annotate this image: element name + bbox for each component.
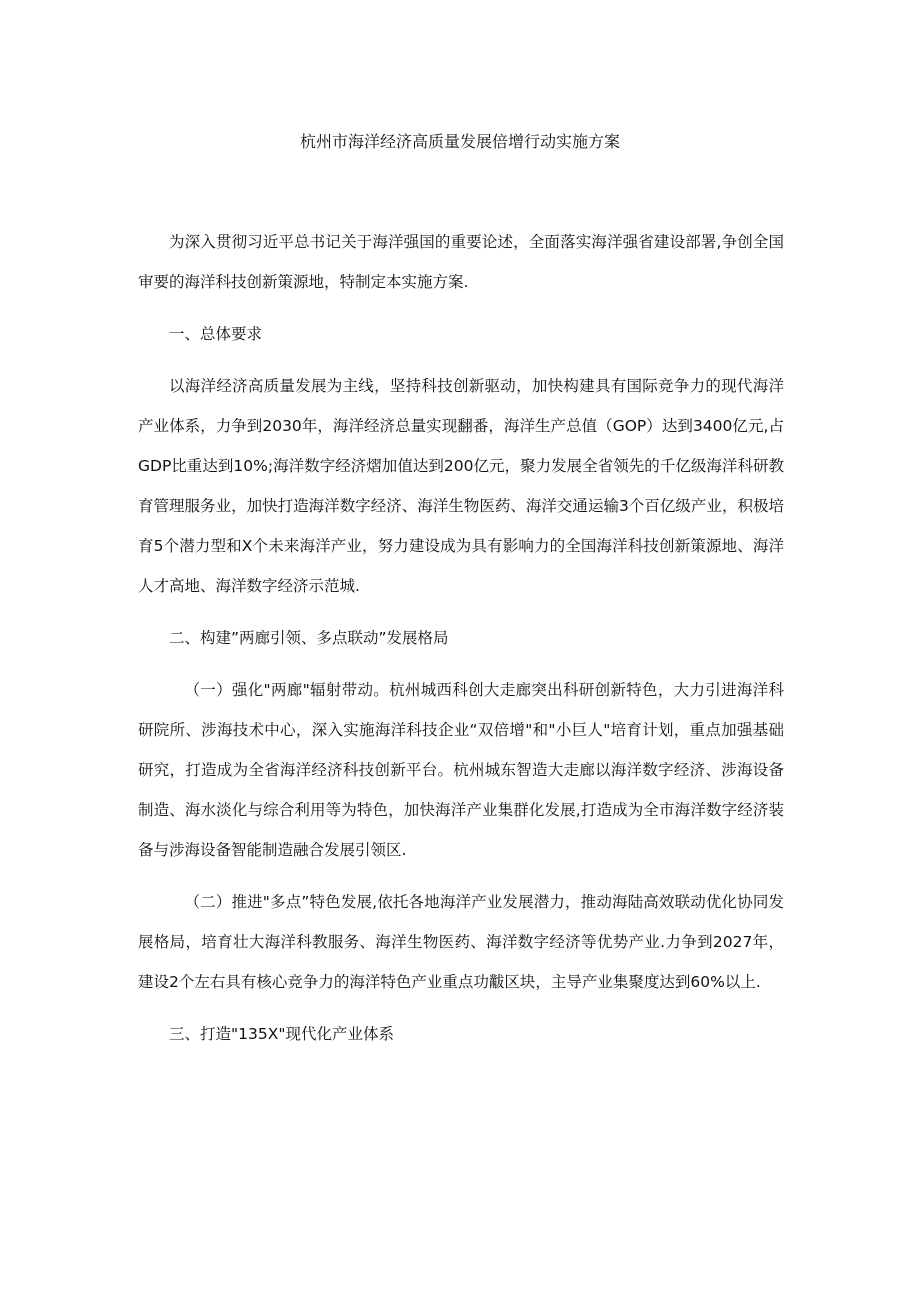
subsection-two-corridors-paragraph: （一）强化"两廊"辐射带动。杭州城西科创大走廊突出科研创新特色，大力引进海洋科研院所、涉海技术中心，深入实施海洋科技企业“双倍增"和"小巨人"培育计划，重点加强基础研究，打造成为全省海洋经济科技创新平台。杭州城东智造大走廊以海洋数字经济、涉海设备制造、海水淡化与综合利用等为特色，加快海洋产业集群化发展,打造成为全市海洋数字经济装备与涉海设备智能制造融合发展引领区. — [138, 681, 784, 859]
document-title: 杭州市海洋经济高质量发展倍增行动实施方案 — [299, 132, 620, 151]
general-requirements-paragraph: 以海洋经济高质量发展为主线，坚持科技创新驱动，加快构建具有国际竞争力的现代海洋产业体系，力争到2030年，海洋经济总量实现翻番，海洋生产总值（GOP）达到3400亿元,占GDP比重达到10%;海洋数字经济熠加值达到200亿元，聚力发展全省领先的千亿级海洋科研教育管理服务业，加快打造海洋数字经济、海洋生物医药、海洋交通运输3个百亿级产业，积极培育5个潜力型和X个未来海洋产业，努力建设成为具有影响力的全国海洋科技创新策源地、海洋人才高地、海洋数字经济示范城. — [138, 377, 784, 595]
intro-paragraph: 为深入贯彻习近平总书记关于海洋强国的重要论述，全面落实海洋强省建设部署,争创全国审要的海洋科技创新策源地，特制定本实施方案. — [138, 233, 784, 291]
section-heading-industry-system: 三、打造"135X"现代化产业体系 — [169, 1025, 394, 1043]
section-heading-general-requirements: 一、总体要求 — [169, 325, 263, 343]
subsection-multi-point-paragraph: （二）推进"多点”特色发展,依托各地海洋产业发展潜力，推动海陆高效联动优化协同发展格局，培育壮大海洋科教服务、海洋生物医药、海洋数字经济等优势产业.力争到2027年，建设2个左右具有核心竞争力的海洋特色产业重点功黻区块，主导产业集聚度达到60%以上. — [138, 893, 784, 991]
document-body — [138, 222, 784, 1066]
section-heading-development-pattern: 二、构建”两廊引领、多点联动”发展格局 — [169, 629, 449, 647]
